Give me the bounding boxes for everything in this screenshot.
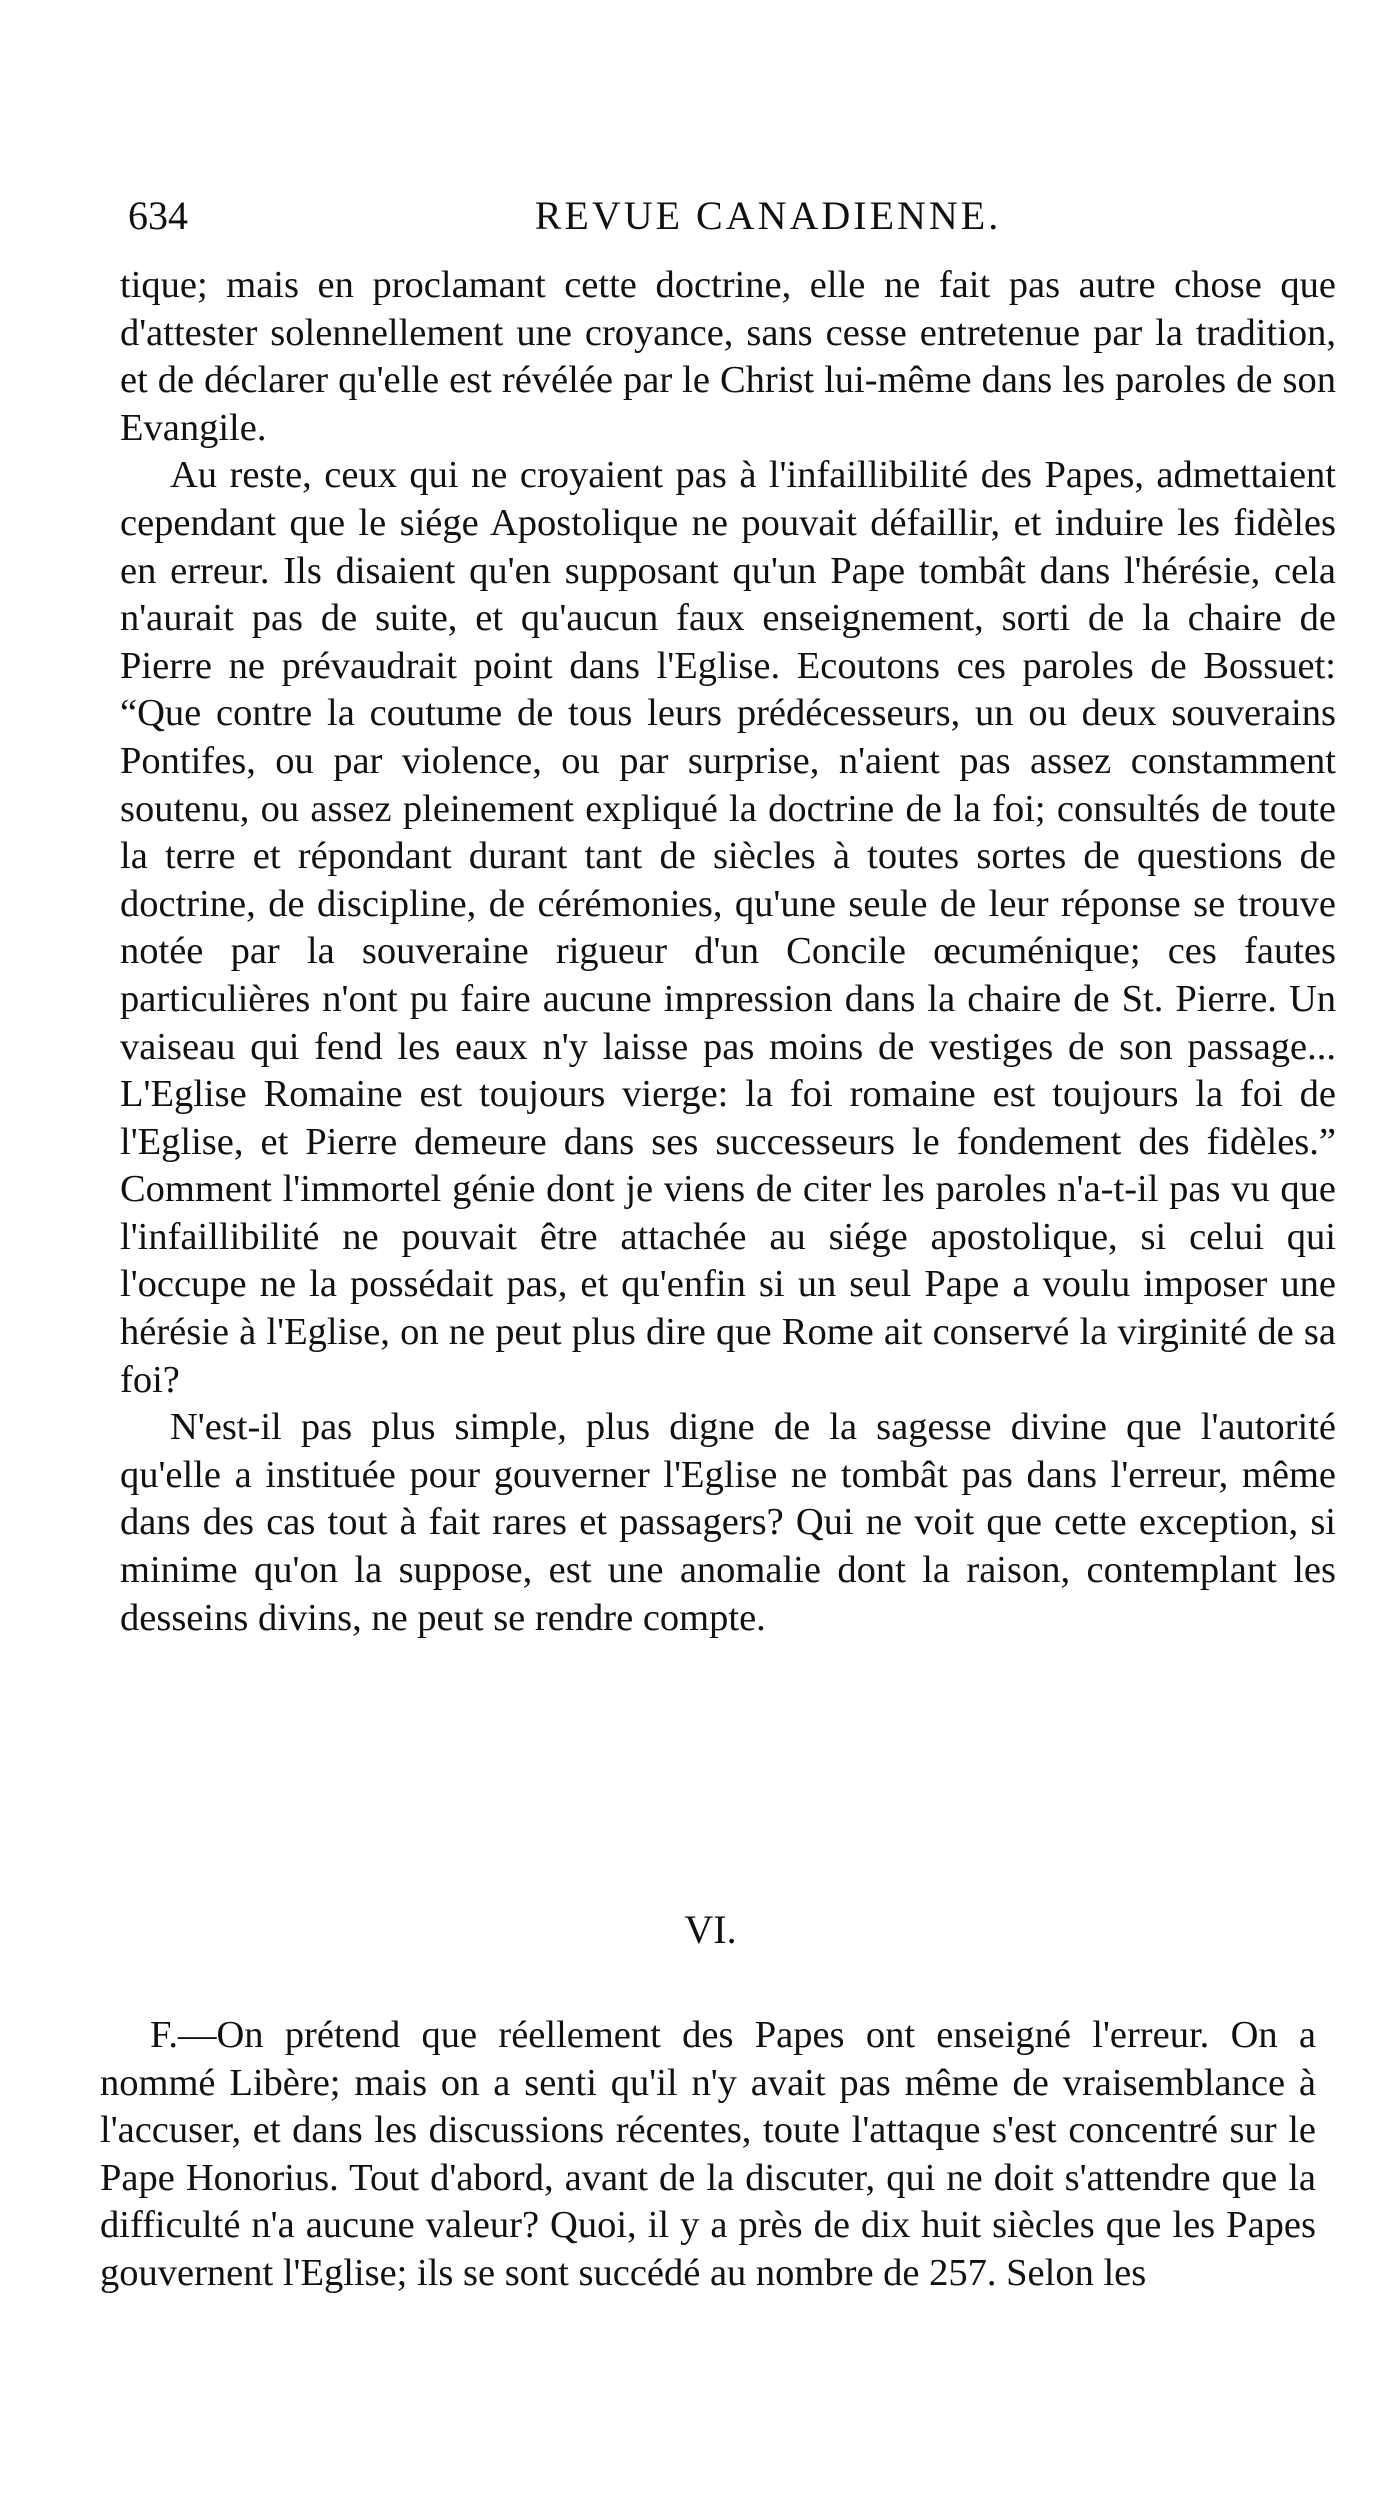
body-text (120, 262, 1336, 1642)
section-heading: VI. (684, 1907, 737, 1952)
journal-title: REVUE CANADIENNE. (534, 193, 1002, 238)
running-head (128, 186, 1338, 246)
paragraph-continuation: tique; mais en proclamant cette doctrine, elle ne fait pas autre chose que d'attester solennellement une croyance, sans cesse entretenue par la tradition, et de déclarer qu'elle est révélée par le Christ lui-même dans les paroles de son Evangile. (120, 264, 1336, 449)
page-number: 634 (128, 193, 188, 238)
paragraph-sagesse: N'est-il pas plus simple, plus digne de la sagesse divine que l'autorité qu'elle a instituée pour gouverner l'Eglise ne tombât pas dans l'erreur, même dans des cas tout à fait rares et passagers? Qui ne voit que cette exception, si minime qu'on la suppose, est une anomalie dont la raison, contemplant les desseins divins, ne peut se rendre compte. (120, 1406, 1336, 1639)
paragraph-bossuet: Au reste, ceux qui ne croyaient pas à l'infaillibilité des Papes, admettaient cependant que le siége Apostolique ne pouvait défaillir, et induire les fidèles en erreur. Ils disaient qu'en supposant qu'un Pape tombât dans l'hérésie, cela n'aurait pas de suite, et qu'aucun faux enseignement, sorti de la chaire de Pierre ne prévaudrait point dans l'Eglise. Ecoutons ces paroles de Bossuet: “Que contre la coutume de tous leurs prédécesseurs, un ou deux souverains Pontifes, ou par violence, ou par surprise, n'aient pas assez constamment soutenu, ou assez pleinement expliqué la doctrine de la foi; consultés de toute la terre et répondant durant tant de siècles à toutes sortes de questions de doctrine, de discipline, de cérémonies, qu'une seule de leur réponse se trouve notée par la souveraine rigueur d'un Concile œcuménique; ces fautes particulières n'ont pu faire aucune impression dans la chaire de St. Pierre. Un vaiseau qui fend les eaux n'y laisse pas moins de vestiges de son passage... L'Eglise Romaine est toujours vierge: la foi romaine est toujours la foi de l'Eglise, et Pierre demeure dans ses successeurs le fondement des fidèles.” Comment l'immortel génie dont je viens de citer les paroles n'a-t-il pas vu que l'infaillibilité ne pouvait être attachée au siége apostolique, si celui qui l'occupe ne la possédait pas, et qu'enfin si un seul Pape a voulu imposer une hérésie à l'Eglise, on ne peut plus dire que Rome ait conservé la virginité de sa foi? (120, 454, 1336, 1401)
section-body (100, 2012, 1316, 2298)
paragraph-honorius: F.—On prétend que réellement des Papes ont enseigné l'erreur. On a nommé Libère; mais on a senti qu'il n'y avait pas même de vraisemblance à l'accuser, et dans les discussions récentes, toute l'attaque s'est concentré sur le Pape Honorius. Tout d'abord, avant de la discuter, qui ne doit s'attendre que la difficulté n'a aucune valeur? Quoi, il y a près de dix huit siècles que les Papes gouvernent l'Eglise; ils se sont succédé au nombre de 257. Selon les (100, 2014, 1316, 2294)
